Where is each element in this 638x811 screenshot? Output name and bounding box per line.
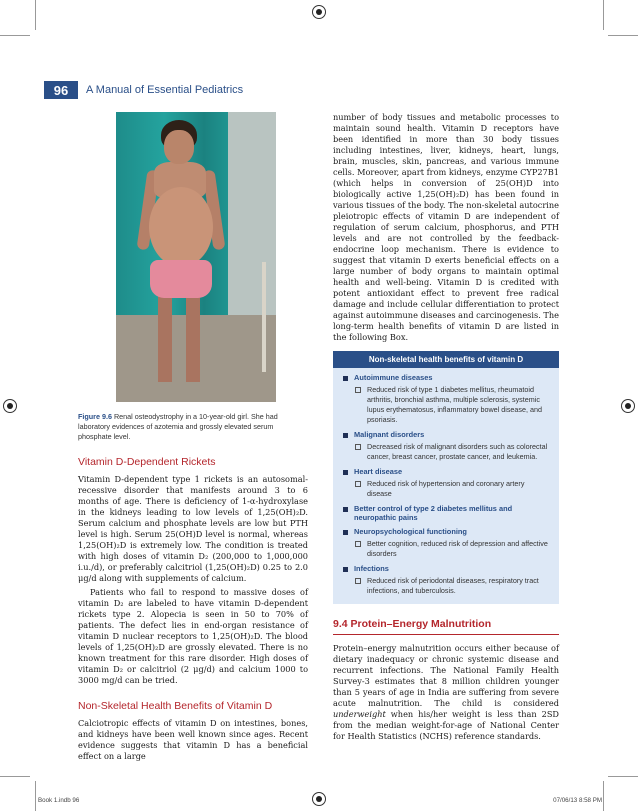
box-list-item: Autoimmune diseases — [343, 373, 551, 382]
box-list-item: Neuropsychological functioning — [343, 527, 551, 536]
registration-mark-icon — [312, 5, 326, 19]
square-bullet-icon — [343, 433, 348, 438]
registration-mark-icon — [621, 399, 635, 413]
paragraph: number of body tissues and metabolic processes to maintain sound health. Vitamin D receptors have been identified in more than 30 body tissues including intestines, liver, kidneys, heart, lungs, brain, muscles, skin, pancreas, and various immune cells. Moreover, apart from kidneys, enzyme CYP27B1 (which helps in conversion of 25(OH)D into biologically active 1,25(OH)₂D) has been found in various tissues of the body. The non-skeletal autocrine pleiotropic effects of vitamin D are independent of regulation of serum calcium, phosphorus, and PTH levels and are not controlled by the feedback-endocrine loop mechanism. There is evidence to suggest that vitamin D exerts beneficial effects on a large number of body organs to maintain optimal health and well-being. Vitamin D is credited with potent antioxidant effect to prevent free radical damage and include cellular differentiation to protect against autoimmune diseases and carcinogenesis. The long-term health benefits of vitamin D are listed in the following Box. — [333, 112, 559, 342]
crop-mark — [0, 776, 30, 777]
paragraph: Patients who fail to respond to massive doses of vitamin D₂ are labeled to have vitamin D-dependent rickets type 2. Alopecia is seen in 50 to 70% of patients. The defect lies in end-organ resistance of vitamin D nuclear receptors to 1,25(OH)₂D. The blood levels of 1,25(OH)₂D are grossly elevated. There is no known treatment for this rare disorder. High doses of vitamin D₂ or calcitriol (2 μg/d) and calcium 1000 to 3000 mg/d can be tried. — [78, 587, 308, 685]
crop-mark — [608, 776, 638, 777]
square-bullet-icon — [343, 507, 348, 512]
figure-caption-text: Renal osteodystrophy in a 10-year-old girl. She had laboratory evidences of azotemia and grossly elevated serum phosphate level. — [78, 412, 278, 441]
registration-mark-icon — [312, 792, 326, 806]
square-bullet-icon — [343, 530, 348, 535]
right-column — [333, 112, 559, 742]
page-number: 96 — [44, 81, 78, 99]
square-bullet-icon — [343, 376, 348, 381]
crop-mark — [603, 0, 604, 30]
checkbox-bullet-icon — [355, 444, 361, 450]
figure-photo — [116, 112, 276, 402]
box-sub-item: Decreased risk of malignant disorders such as colorectal cancer, breast cancer, prostate cancer, and leukemia. — [355, 442, 549, 462]
section-heading: Non-Skeletal Health Benefits of Vitamin D — [78, 700, 273, 712]
left-column — [78, 112, 308, 762]
checkbox-bullet-icon — [355, 481, 361, 487]
crop-mark — [0, 35, 30, 36]
box-list-item: Heart disease — [343, 467, 551, 476]
checkbox-bullet-icon — [355, 578, 361, 584]
square-bullet-icon — [343, 470, 348, 475]
book-title: A Manual of Essential Pediatrics — [86, 84, 244, 96]
checkbox-bullet-icon — [355, 541, 361, 547]
registration-mark-icon — [3, 399, 17, 413]
box-list-item: Infections — [343, 564, 551, 573]
box-sub-item: Better cognition, reduced risk of depression and affective disorders — [355, 539, 549, 559]
crop-mark — [603, 781, 604, 811]
square-bullet-icon — [343, 567, 348, 572]
crop-mark — [35, 781, 36, 811]
box-sub-item: Reduced risk of hypertension and coronary artery disease — [355, 479, 549, 499]
info-box — [333, 351, 559, 604]
box-sub-item: Reduced risk of type 1 diabetes mellitus, rheumatoid arthritis, bronchial asthma, multiple sclerosis, systemic lupus erythematosus, inflammatory bowel disease, and psoriasis. — [355, 385, 549, 425]
checkbox-bullet-icon — [355, 387, 361, 393]
paragraph: Calciotropic effects of vitamin D on intestines, bones, and kidneys have been well known since ages. Recent evidence suggests that vitamin D has a beneficial effect on a large — [78, 718, 308, 761]
paragraph: Vitamin D-dependent type 1 rickets is an autosomal-recessive disorder that manifests around 3 to 6 months of age. There is deficiency of 1-α-hydroxylase in the kidneys leading to low levels of 1,25(OH)₂D. Serum calcium and phosphate levels are low but PTH level is high. Serum 25(OH)D level is normal, whereas 1,25(OH)₂D is extremely low. The condition is treated with high doses of vitamin D₂ (200,000 to 1,000,000 i.u./d), or preferably calcitriol (1,25(OH)₂D) 0.25 to 2.0 μg/d along with supplements of calcium. — [78, 474, 308, 583]
section-heading: Vitamin D-Dependent Rickets — [78, 456, 216, 468]
box-list-item: Malignant disorders — [343, 430, 551, 439]
crop-mark — [608, 35, 638, 36]
paragraph: Protein–energy malnutrition occurs either because of dietary inadequacy or chronic systemic disease and recurrent infections. The National Family Health Survey-3 estimates that 8 million children younger than 5 years of age in India are suffering from severe acute malnutrition. The child is considered underweight when his/her weight is less than 2SD from the median weight-for-age of National Center for Health Statistics (NCHS) reference standards. — [333, 643, 559, 741]
info-box-title: Non-skeletal health benefits of vitamin D — [333, 351, 559, 368]
footer-right: 07/06/13 8:58 PM — [553, 797, 602, 804]
figure-label: Figure 9.6 — [78, 412, 112, 421]
box-sub-item: Reduced risk of periodontal diseases, respiratory tract infections, and tuberculosis. — [355, 576, 549, 596]
footer-left: Book 1.indb 96 — [38, 797, 80, 804]
crop-mark — [35, 0, 36, 30]
section-heading: 9.4 Protein–Energy Malnutrition — [333, 618, 559, 635]
running-header — [44, 80, 604, 100]
box-list-item: Better control of type 2 diabetes mellitus and neuropathic pains — [343, 504, 551, 522]
figure-caption — [78, 412, 308, 442]
